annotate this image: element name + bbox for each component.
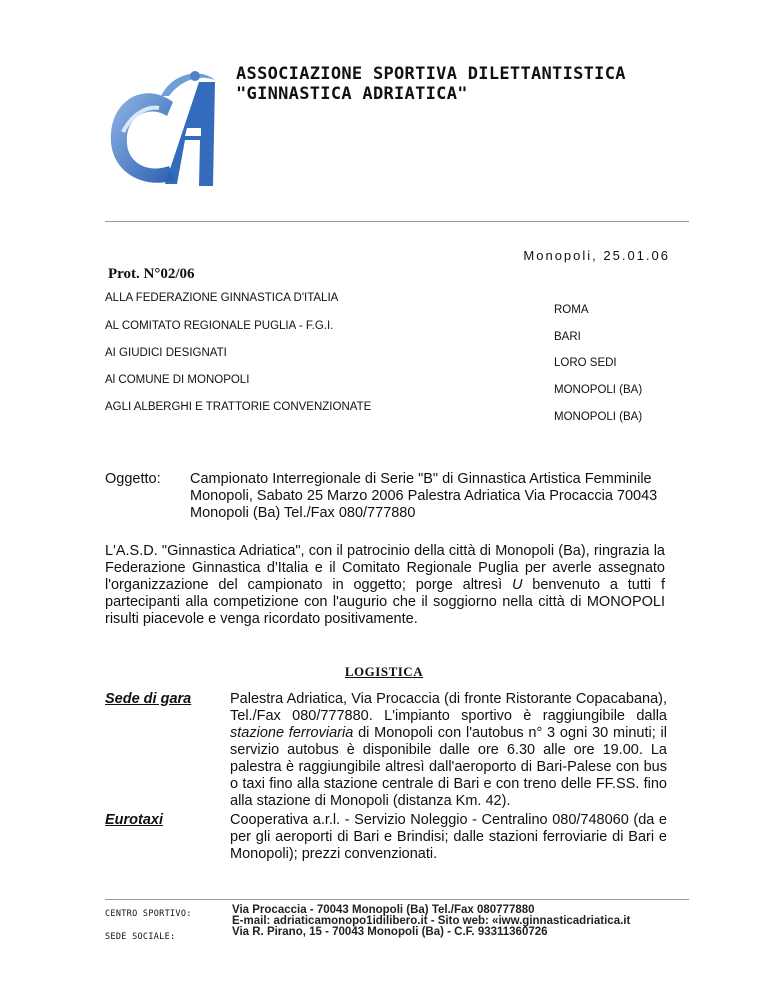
logistics-description xyxy=(230,691,667,810)
description-text: di Monopoli con l'autobus n° 3 ogni 30 minuti; il servizio autobus è disponibile dalle ore 6.30 alle ore 19.00. La palestra è raggiungibile altresì dall'aeroporto di Bari-Palese con bus o taxi fino alla stazione centrale di Bari e con treno delle FF.SS. fino alla stazione di Monopoli (distanza Km. 42). xyxy=(230,725,667,809)
logistics-description xyxy=(230,812,667,863)
association-logo xyxy=(103,62,235,192)
footer-label-registered-office: SEDE SOCIALE: xyxy=(105,932,176,942)
description-italic: stazione ferroviaria xyxy=(230,725,354,741)
recipient-location: MONOPOLI (BA) xyxy=(554,384,643,396)
footer-label-sports-center: CENTRO SPORTIVO: xyxy=(105,909,192,919)
organization-name xyxy=(236,64,626,104)
recipient-name: AI GIUDICI DESIGNATI xyxy=(105,347,227,359)
recipient-location: ROMA xyxy=(554,304,589,316)
footer-address-line: Via Procaccia - 70043 Monopoli (Ba) Tel./Fax 080777880 xyxy=(232,904,535,916)
body-text-part2: benvenuto a tutti f partecipanti alla competizione con l'augurio che il soggiorno nella città di MONOPOLI risulti piacevole e venga ricordato positivamente. xyxy=(105,577,665,627)
recipient-name: AL COMITATO REGIONALE PUGLIA - F.G.I. xyxy=(105,320,334,332)
recipient-name: Al COMUNE DI MONOPOLI xyxy=(105,374,250,386)
logistics-term: Eurotaxi xyxy=(105,812,164,828)
recipient-name: AGLI ALBERGHI E TRATTORIE CONVENZIONATE xyxy=(105,401,372,413)
subject-line: Monopoli, Sabato 25 Marzo 2006 Palestra Adriatica Via Procaccia 70043 xyxy=(190,488,658,504)
section-title: LOGISTICA xyxy=(344,664,424,679)
description-text: Palestra Adriatica, Via Procaccia (di fronte Ristorante Copacabana), Tel./Fax 080/777880. L'impianto sportivo è raggiungibile dalla xyxy=(230,691,667,724)
recipient-location: BARI xyxy=(554,331,581,343)
footer-contact-line: E-mail: adriaticamonopo1idilibero.it - Sito web: «iww.ginnasticadriatica.it xyxy=(232,915,631,927)
footer-divider xyxy=(105,899,689,900)
header-divider xyxy=(105,221,689,222)
subject-line: Monopoli (Ba) Tel./Fax 080/777880 xyxy=(190,505,416,521)
logo-graphic xyxy=(103,62,235,192)
description-text: Cooperativa a.r.l. - Servizio Noleggio - Centralino 080/748060 (da e per gli aeroporti di Bari e Brindisi; dalle stazioni ferroviarie di Bari e Monopoli); prezzi convenzionati. xyxy=(230,812,667,862)
org-name-line1: ASSOCIAZIONE SPORTIVA DILETTANTISTICA xyxy=(236,64,626,84)
org-name-line2: "GINNASTICA ADRIATICA" xyxy=(236,84,468,104)
recipient-location: LORO SEDI xyxy=(554,357,617,369)
footer-registered-line: Via R. Pirano, 15 - 70043 Monopoli (Ba) - C.F. 93311360726 xyxy=(232,926,548,938)
place-date: Monopoli, 25.01.06 xyxy=(523,248,670,263)
subject-line: Campionato Interregionale di Serie "B" di Ginnastica Artistica Femminile xyxy=(190,471,652,487)
body-text-italic: U xyxy=(511,577,523,593)
body-text-part1: L'A.S.D. "Ginnastica Adriatica", con il patrocinio della città di Monopoli (Ba), ringrazia la Federazione Ginnastica d'Italia e il Comitato Regionale Puglia per averle assegnato l'organizzazione del campionato in oggetto; porge altresì xyxy=(105,543,665,593)
recipient-location: MONOPOLI (BA) xyxy=(554,411,643,423)
subject-label: Oggetto: xyxy=(105,471,161,487)
logistics-term: Sede di gara xyxy=(105,691,192,707)
body-paragraph xyxy=(105,543,665,628)
protocol-number: Prot. N°02/06 xyxy=(108,266,195,282)
recipient-name: ALLA FEDERAZIONE GINNASTICA D'ITALIA xyxy=(105,292,339,304)
